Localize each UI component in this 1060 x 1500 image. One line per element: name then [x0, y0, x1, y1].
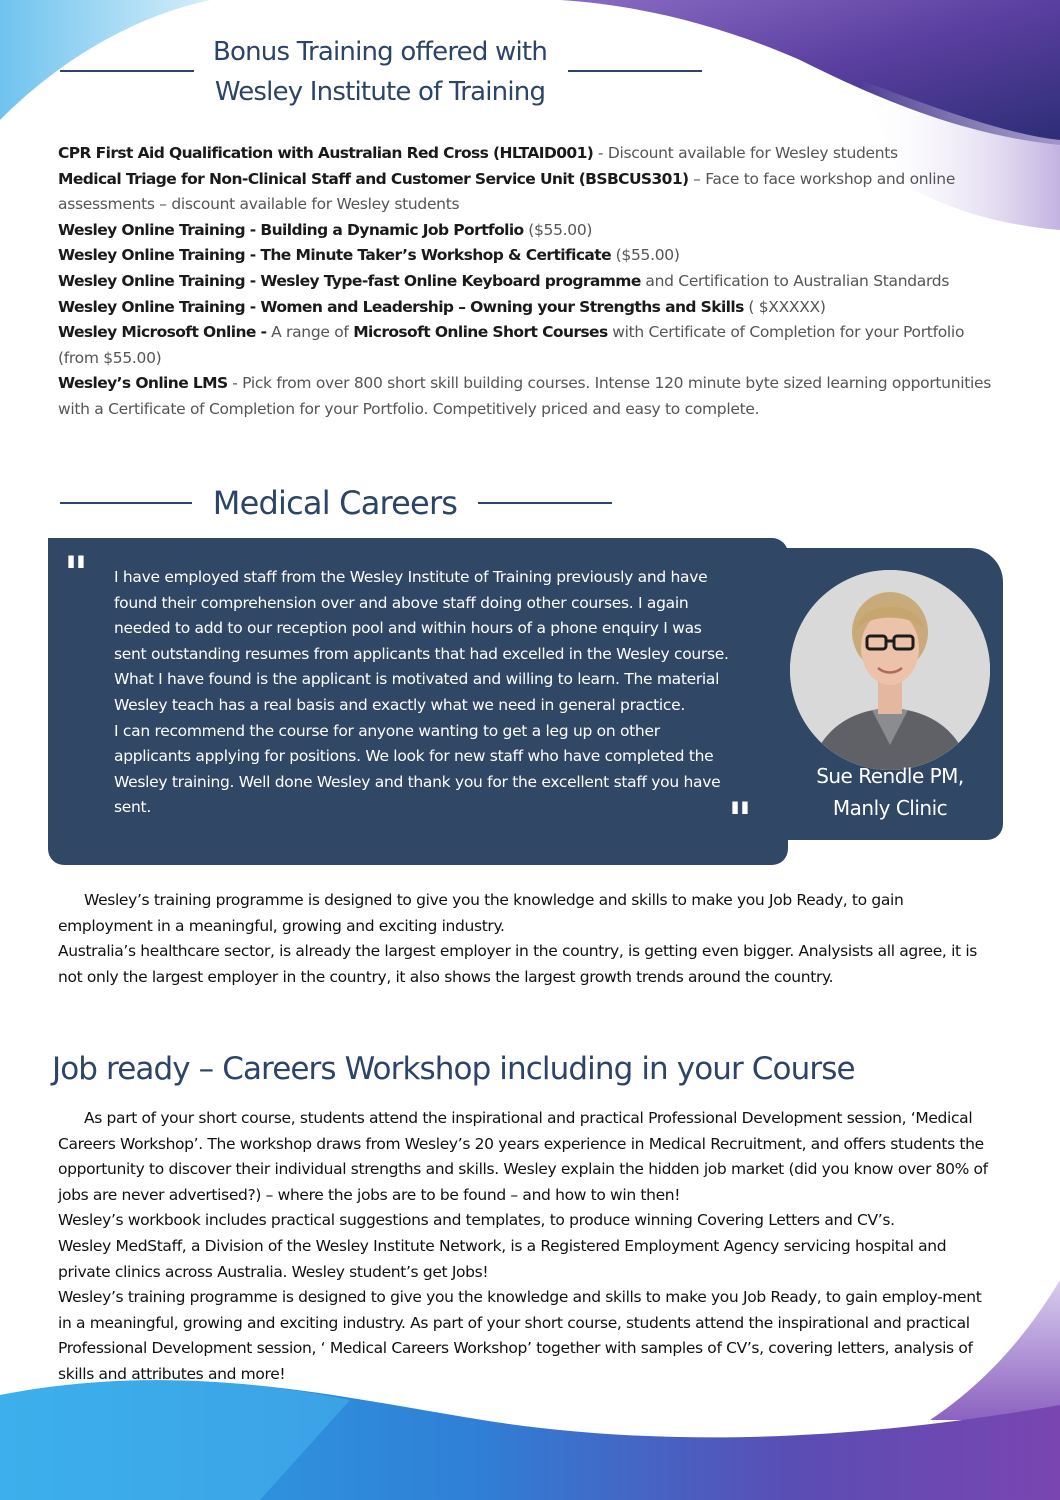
- bonus-item-title: Wesley Online Training - The Minute Taker’s Workshop & Certificate: [58, 246, 612, 265]
- bonus-item-detail-2: with Certificate of Completion for your Portfolio (from $55.00): [58, 323, 965, 367]
- bonus-item-detail: - Discount available for Wesley students: [593, 144, 898, 162]
- bonus-item-detail: – Face to face workshop and online assessments – discount available for Wesley students: [58, 169, 956, 214]
- bonus-item-microsoft: [58, 320, 998, 371]
- bonus-item-detail: ( $XXXXX): [743, 297, 826, 316]
- bonus-item-title: Wesley Online Training - Women and Leadership – Owning your Strengths and Skills: [58, 297, 744, 316]
- person-photo-icon: [790, 570, 990, 770]
- bonus-title-line1: Bonus Training offered with: [212, 37, 548, 67]
- bonus-item-minute-taker: [58, 243, 998, 269]
- bonus-item-portfolio: [58, 218, 998, 244]
- medical-body: [58, 888, 998, 990]
- bonus-item-triage: [58, 167, 998, 218]
- quote-open-icon: ": [64, 546, 88, 600]
- medical-body-paragraph-2: Australia’s healthcare sector, is already the largest employer in the country, is getting even bigger. Analysists all agree, it is not only the largest employer in the country, it also shows the largest growth trends around the country.: [58, 942, 978, 986]
- bonus-item-detail: and Certification to Australian Standards: [640, 271, 950, 290]
- testimonial-author: [790, 760, 990, 824]
- bonus-item-title-2: Microsoft Online Short Courses: [353, 323, 608, 342]
- bonus-rule-left: [60, 70, 194, 72]
- job-ready-body: [58, 1106, 998, 1388]
- testimonial-avatar: [790, 570, 990, 770]
- bonus-rule-right: [568, 70, 702, 72]
- bonus-item-title: CPR First Aid Qualification with Australian Red Cross (HLTAID001): [58, 144, 594, 162]
- bonus-item-detail: A range of: [266, 323, 354, 342]
- medical-rule-right: [478, 502, 612, 504]
- bonus-item-detail: - Pick from over 800 short skill building courses. Intense 120 minute byte sized learning opportunities with a Certificate of Completion for your Portfolio. Competitively priced and easy to complete.: [58, 374, 992, 418]
- medical-careers-title: Medical Careers: [212, 484, 458, 522]
- quote-close-icon: ": [728, 792, 752, 846]
- job-paragraph-4: Wesley’s training programme is designed to give you the knowledge and skills to make you Job Ready, to gain employ-ment in a meaningful, growing and exciting industry. As part of your short course, students attend the inspirational and practical Professional Development session, ‘ Medical Careers Workshop’ together with samples of CV’s, covering letters, analysis of skills and attributes and more!: [58, 1288, 982, 1383]
- bonus-item-title: Wesley’s Online LMS: [58, 374, 228, 393]
- bonus-item-title: Wesley Online Training - Building a Dynamic Job Portfolio: [58, 220, 524, 239]
- bonus-item-detail: ($55.00): [611, 246, 680, 265]
- job-ready-title: Job ready – Careers Workshop including in your Course: [52, 1051, 855, 1087]
- job-text-1: As part of your short course, students attend the inspirational and practical Professional Development session, ‘Medical Careers Workshop’. The workshop draws from Wesley’s 20 years experience in Medical Recruitment, and offers students the opportunity to discover their individual strengths and skills. Wesley explain the hidden job market (did you know over 80% of jobs are never advertised?) – where the jobs are to be found – and how to win then!: [58, 1109, 988, 1204]
- bonus-item-lms: [58, 371, 998, 422]
- medical-body-text-1: Wesley’s training programme is designed to give you the knowledge and skills to make you Job Ready, to gain employment in a meaningful, growing and exciting industry.: [58, 891, 904, 935]
- author-clinic: Manly Clinic: [832, 796, 948, 820]
- author-name: Sue Rendle PM,: [816, 764, 964, 788]
- bonus-list: [58, 141, 998, 423]
- job-paragraph-1: [58, 1106, 998, 1208]
- job-paragraph-2: Wesley’s workbook includes practical suggestions and templates, to produce winning Covering Letters and CV’s.: [58, 1211, 895, 1230]
- bonus-item-title: Medical Triage for Non-Clinical Staff and Customer Service Unit (BSBCUS301): [58, 169, 689, 188]
- medical-body-paragraph-1: [58, 888, 998, 939]
- bonus-item-leadership: [58, 295, 998, 321]
- bonus-title-line2: Wesley Institute of Training: [214, 77, 546, 107]
- testimonial-paragraph-1: I have employed staff from the Wesley Institute of Training previously and have found their comprehension over and above staff doing other courses. I again needed to add to our reception pool and within hours of a phone enquiry I was sent outstanding resumes from applicants that had excelled in the Wesley course. What I have found is the applicant is motivated and willing to learn. The material Wesley teach has a real basis and exactly what we need in general practice.: [114, 568, 729, 714]
- testimonial-paragraph-2: I can recommend the course for anyone wanting to get a leg up on other applicants applying for positions. We look for new staff who have completed the Wesley training. Well done Wesley and thank you for the excellent staff you have sent.: [114, 721, 721, 817]
- bonus-item-cpr: [58, 141, 998, 167]
- testimonial-text: [114, 565, 734, 821]
- job-paragraph-3: Wesley MedStaff, a Division of the Wesley Institute Network, is a Registered Employment Agency servicing hospital and private clinics across Australia. Wesley student’s get Jobs!: [58, 1236, 947, 1281]
- bonus-item-typefast: [58, 269, 998, 295]
- bonus-item-detail: ($55.00): [523, 220, 593, 239]
- medical-rule-left: [60, 502, 192, 504]
- bonus-item-title: Wesley Online Training - Wesley Type-fast Online Keyboard programme: [58, 271, 641, 290]
- bonus-title: [200, 32, 560, 112]
- bonus-item-title: Wesley Microsoft Online -: [58, 323, 267, 342]
